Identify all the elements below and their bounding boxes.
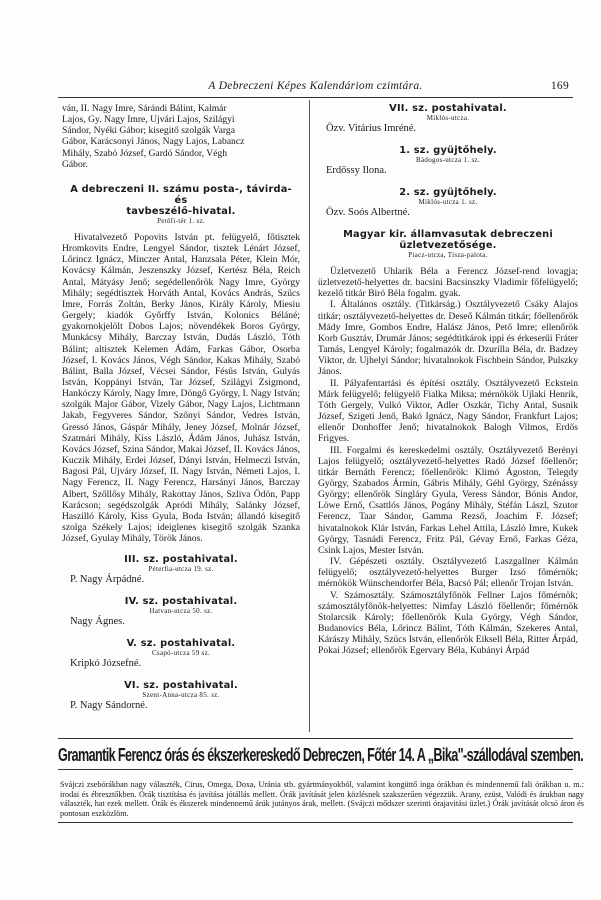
- right-column: [318, 103, 578, 656]
- branch-title: V. sz. postahivatal.: [126, 638, 236, 650]
- column-divider: [309, 100, 310, 732]
- intro-lines: [62, 103, 300, 170]
- advert-rule-top: [58, 738, 573, 739]
- railway-paragraph: I. Általános osztály. (Titkárság.) Osztályvezető Csáky Alajos titkár; osztályvezető-helyettes dr. Deseő Kálmán titkár; főellenőrök Mády Imre, Gombos Endre, Halász János, Pető Imre; ellenőrök Korb Gusztáv, Drumár János; segédtitkárok ippi és érkeserűi Fráter Tamás, Lengyel Károly; fogalmazók dr. Dzurilla Béla, dr. Badzey Viktor, dr. Ujhelyi Sándor; hivatalnokok Fischbein Sándor, Pulszky János.: [318, 299, 578, 378]
- text-line: Gábor, Karácsonyi János, Nagy Lajos, Labancz: [62, 136, 245, 148]
- advert-rule-middle: [58, 769, 573, 770]
- branch-address: Csapó-utcza 59 sz.: [151, 649, 211, 658]
- running-head: [60, 80, 571, 94]
- branch-manager: Nagy Ágnes.: [70, 616, 125, 628]
- collection-point-manager: Erdőssy Ilona.: [326, 165, 387, 176]
- text-line: Lajos, Gy. Nagy Imre, Ujvári Lajos, Szilágyi: [62, 114, 235, 126]
- running-head-title: A Debreczeni Képes Kalendáriom czimtára.: [208, 80, 423, 92]
- branch-manager: P. Nagy Sándorné.: [70, 700, 148, 712]
- text-line: ván, II. Nagy Imre, Sárándi Bálint, Kalmár: [62, 103, 227, 114]
- text-line: Mihály, Szabó József, Gardó Sándor, Végh: [62, 147, 228, 159]
- section-title-post-office-ii: A debreczeni II. számu posta-, távirda- és: [70, 183, 292, 206]
- section-address: Piacz-utcza, Tisza-palota.: [408, 251, 488, 259]
- page-number: 169: [550, 80, 569, 92]
- advert-text: Svájczi zsebórákban nagy választék, Cirus, Omega, Doxa, Uránia stb. gyártmányokból, valamint kongüttő inga órákban és mindennemű fali órákban u. m.: irodai és ébresztőkben. Órák tisztítása és javítása jótállás mellett. Órák javítását jelen közlésnek szakszerűen végezzük. Arany, ezüst, Valódi és árukban nagy választék, hat ezek mellett. Órák és ékszerek mindennemű árúk jutányos árak, mellett. (Svájczi mődszer szerinti órajavitási üzlet.) Órák javítását olcsó áron és pontosan eszközlöm.: [60, 780, 584, 818]
- branch-address: Szent-Anna-utcza 85. sz.: [142, 691, 220, 700]
- advert-rule-bottom: [58, 822, 573, 823]
- branch-title: VII. sz. postahivatal.: [389, 103, 507, 114]
- section-title-railways: Magyar kir. államvasutak debreczeni: [343, 229, 553, 240]
- railway-paragraph: III. Forgalmi és kereskedelmi osztály. Osztályvezető Berényi Lajos felügyelő; osztályvezető-helyettes Radó József főellenőr; titkár Bernáth Ferencz; főellenőrök: Klimó Ágoston, Telegdy György, Szabados Ármin, Gábris Mihály, Géhl György, Szénássy György; ellenőrök Singláry Gyula, Veress Sándor, Bónis Andor, Löwe Ernő, Csattlós János, Pogány Mihály, Stéfán Lászl, Szutor Ferencz, Taar Sándor, Gamma Rezső, Joachim F. József; hivatalnokok Klár István, Farkas Lehel Attila, László Imre, Kukek György, Tasnádi Ferencz, Fritz Pál, Gévay Ernő, Farkas Géza, Csink Lajos, Mester István.: [318, 444, 578, 556]
- branch-address: Hatvan-utcza 50. sz.: [149, 607, 213, 616]
- text-line: Sándor, Nyéki Gábor; kisegitő szolgák Varga: [62, 125, 235, 137]
- railway-paragraph: IV. Gépészeti osztály. Osztályvezető Laszgallner Kálmán felügyelő; osztályvezető-helyettes Burger Izsó főmérnök; mérnökök Wünschendorfer Béla, Bacsó Pál; ellenőr Trojan István.: [318, 556, 578, 590]
- staff-paragraph: Hivatalvezető Popovits István pt. felügyelő, főtisztek Hromkovits Endre, Lengyel Sándor, tisztek Lénárt József, Lőrincz Ignácz, Minczer Antal, Hanzsala Péter, Klein Mór, Kovácsy Kálmán, Jeszenszky József, Kertész Béla, Reich Antal, Mátyásy Jenő; segédellenőrök Nagy Imre, György Mihály; segédtisztek Horváth Antal, Kovács András, Szűcs Imre, Forrás Zoltán, Berky János, Király Károly, Miesiu Gergely; kiadók Győrffy István, Kolonics Béláné; gyakornokjelölt Dobos Lajos; növendékek Boros György, Munkácsy Mihály, Barczay István, Dudás László, Tóth Bálint; altisztek Kelemen Ádám, Farkas Gábor, Osorba József, I. Kovács János, Végh Sándor, Kakas Mihály, Szabó Bálint, Balla József, Vécsei Sándor, Fésűs István, Gulyás István, Koppányi István, Tar József, Szilágyi Zsigmond, Hankóczy Károly, Nagy Imre, Döngő György, I. Nagy István; szolgák Major Gábor, Vizely Gábor, Nagy Lajos, Lichtmann Jakab, Fegyveres Sándor, Szőnyi Sándor, Vedres István, Gressó János, Gáspár Mihály, Jeney József, Molnár József, Szatmári Mihály, Kiss László, Ádám János, Juhász István, Kovács József, Szina Sándor, Makai József, II. Kovács János, Kuczik Mihály, Erdei József, Dányi István, Helmeczi István, Bagosi Pál, Ujváry József, II. Nagy István, Németi Lajos, I. Nagy Ferencz, II. Nagy Ferencz, Harsányi János, Barczay Albert, Szőllősy Mihály, Rakottay János, Szliva Ödön, Papp Karácson; segédszolgák Apródi Mihály, Salánky József, Haszilló Károly, Kiss Gyula, Boda István; állandó kisegitő szolga Székely Lajos; ideiglenes kisegitő szolgák Szanka József, Gyulay Mihály, Török János.: [62, 231, 300, 545]
- collection-point-title: 2. sz. gyüjtőhely.: [399, 187, 497, 198]
- branch-manager: P. Nagy Árpádné.: [70, 574, 145, 586]
- collection-point-address: Bádogos-utcza 1. sz.: [416, 156, 480, 164]
- branch-title: IV. sz. postahivatal.: [124, 596, 238, 608]
- branch-title: III. sz. postahivatal.: [124, 554, 238, 566]
- collection-point-manager: Özv. Soós Albertné.: [326, 207, 410, 218]
- railway-paragraph: II. Pályafentartási és építési osztály. Osztályvezető Eckstein Márk felügyelő; felügyelő Fialka Miksa; mérnökök Ujlaki Henrik, Tóth Gergely, Vulkó Viktor, Adler Oszkár, Tichy Antal, Susnik József, Szigeti Jenő, Bakó Ignácz, Nagy Sándor, Frankfurt Lajos; ellenőr Donhoffer Jenő; hivatalnokok Balogh Vilmos, Erdős Frigyes.: [318, 377, 578, 445]
- branch-title: VI. sz. postahivatal.: [124, 680, 238, 692]
- railway-paragraph: Üzletvezető Uhlarik Béla a Ferencz József-rend lovagja; üzletvezető-helyettes dr. bacsini Bacsinszky Vladimir főfelügyelő; kezelő titkár Biró Béla fogalm. gyak.: [318, 266, 578, 300]
- section-title-railways-line2: üzletvezetősége.: [399, 240, 497, 251]
- branch-manager: Kripkó Józsefné.: [70, 658, 142, 670]
- section-address: Petőfi-tér 1. sz.: [157, 216, 205, 225]
- advert-headline: Gramantik Ferencz órás és ékszerkereskedő Debreczen, Főtér 14. A „Bika"-szállodával szemben.: [58, 744, 584, 765]
- section-title-post-office-ii-line2: tavbeszélő-hivatal.: [126, 205, 236, 217]
- branch-manager: Özv. Vitárius Imréné.: [326, 123, 417, 134]
- header-rule: [58, 97, 573, 98]
- text-line: Gábor.: [62, 158, 88, 170]
- collection-point-title: 1. sz. gyüjtőhely.: [399, 145, 497, 156]
- railway-paragraph: V. Számosztály. Számosztályfőnök Fellner Lajos főmérnök; számosztályfőnök-helyettes: Nimfay László főellenőr; főmérnök Stolarcsik Károly; főellenőrök Kula György, Végh Sándor, Budanovics Béla, Lőrincz Bálint, Tóth Kálmán, Szekeres Antal, Kárászy Mihály, Szücs István, ellenőrök Eiksell Béla, Ritter Árpád, Pokai József; ellenőrök Egervary Béla, Kubányi Árpád: [318, 589, 578, 657]
- collection-point-address: Miklós-utcza 1. sz.: [418, 198, 478, 206]
- left-column: [62, 103, 300, 712]
- branch-address: Miklós-utcza.: [426, 114, 470, 122]
- branch-address: Péterfia-utcza 19. sz.: [148, 565, 214, 574]
